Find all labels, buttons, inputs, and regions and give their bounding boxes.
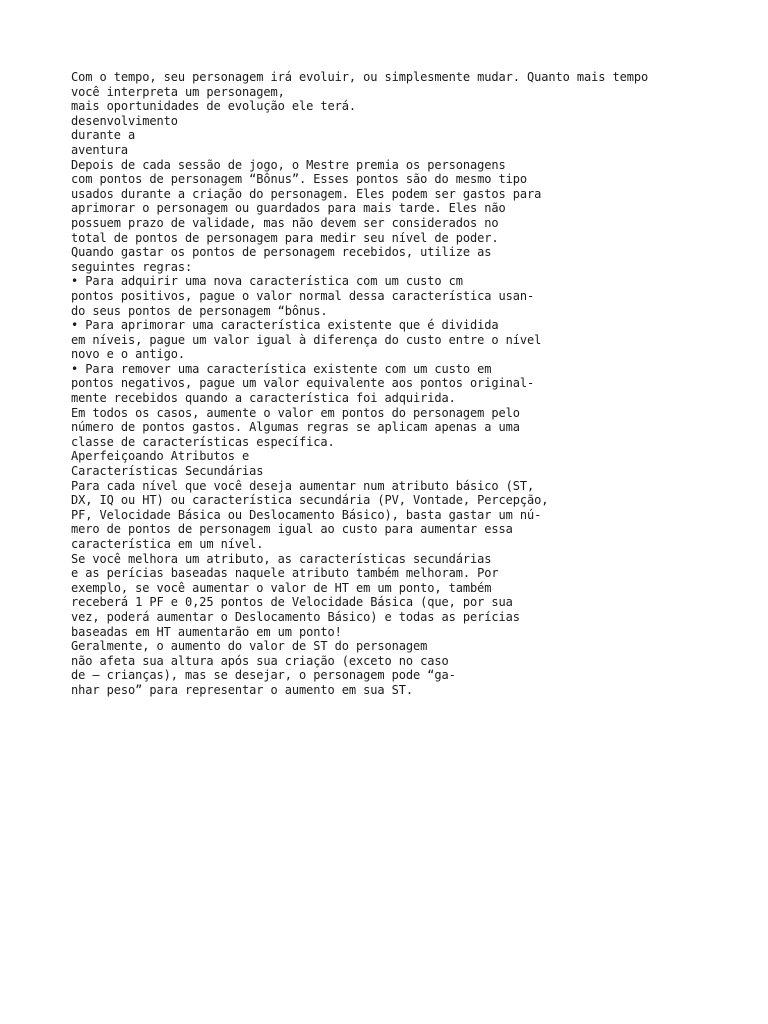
text-line: DX, IQ ou HT) ou característica secundária (PV, Vontade, Percepção, [71, 493, 549, 508]
text-line: Em todos os casos, aumente o valor em pontos do personagem pelo [71, 405, 520, 420]
text-line: classe de características específica. [71, 434, 335, 449]
text-line: total de pontos de personagem para medir seu nível de poder. [71, 230, 499, 245]
text-line: e as perícias baseadas naquele atributo também melhoram. Por [71, 566, 499, 581]
text-line: novo e o antigo. [71, 347, 185, 362]
heading-line: Características Secundárias [71, 464, 264, 479]
text-line: com pontos de personagem “Bônus”. Esses pontos são do mesmo tipo [71, 172, 527, 187]
text-line: pontos negativos, pague um valor equivalente aos pontos original- [71, 376, 535, 391]
document-page [71, 70, 761, 698]
heading-line: desenvolvimento [71, 113, 178, 128]
text-line: característica em um nível. [71, 537, 264, 551]
text-line: Para cada nível que você deseja aumentar num atributo básico (ST, [71, 478, 535, 493]
text-line: nhar peso” para representar o aumento em sua ST. [71, 682, 413, 697]
text-line: pontos positivos, pague o valor normal dessa característica usan- [71, 288, 535, 303]
bullet-line: • Para aprimorar uma característica existente que é dividida [71, 318, 499, 333]
text-line: usados durante a criação do personagem. Eles podem ser gastos para [71, 186, 542, 201]
text-line: não afeta sua altura após sua criação (exceto no caso [71, 653, 449, 668]
text-line: PF, Velocidade Básica ou Deslocamento Básico), basta gastar um nú- [71, 507, 542, 522]
heading-line: durante a [71, 128, 136, 143]
text-line: você interpreta um personagem, [71, 84, 285, 99]
text-line: Depois de cada sessão de jogo, o Mestre premia os personagens [71, 157, 506, 172]
text-line: aprimorar o personagem ou guardados para mais tarde. Eles não [71, 201, 506, 216]
bullet-line: • Para adquirir uma nova característica com um custo cm [71, 274, 463, 289]
bullet-line: • Para remover uma característica existente com um custo em [71, 361, 492, 376]
heading-line: aventura [71, 142, 128, 157]
text-line: possuem prazo de validade, mas não devem ser considerados no [71, 215, 499, 230]
text-line: do seus pontos de personagem “bônus. [71, 303, 328, 318]
text-line: baseadas em HT aumentarão em um ponto! [71, 624, 342, 639]
text-line: mais oportunidades de evolução ele terá. [71, 99, 356, 114]
text-line: exemplo, se você aumentar o valor de HT em um ponto, também [71, 580, 492, 595]
text-line: mente recebidos quando a característica foi adquirida. [71, 391, 456, 406]
text-line: vez, poderá aumentar o Deslocamento Básico) e todas as perícias [71, 609, 520, 624]
text-line: Quando gastar os pontos de personagem recebidos, utilize as [71, 245, 492, 260]
text-line: seguintes regras: [71, 259, 193, 274]
text-line: em níveis, pague um valor igual à diferença do custo entre o nível [71, 332, 542, 347]
heading-line: Aperfeiçoando Atributos e [71, 449, 250, 464]
text-line: de — crianças), mas se desejar, o personagem pode “ga- [71, 668, 456, 683]
text-line: número de pontos gastos. Algumas regras se aplicam apenas a uma [71, 420, 520, 435]
text-line: mero de pontos de personagem igual ao custo para aumentar essa [71, 522, 513, 537]
text-line: Se você melhora um atributo, as características secundárias [71, 551, 492, 566]
text-line: Com o tempo, seu personagem irá evoluir, ou simplesmente mudar. Quanto mais tempo [71, 70, 649, 84]
text-line: receberá 1 PF e 0,25 pontos de Velocidade Básica (que, por sua [71, 595, 513, 610]
text-line: Geralmente, o aumento do valor de ST do personagem [71, 639, 428, 654]
